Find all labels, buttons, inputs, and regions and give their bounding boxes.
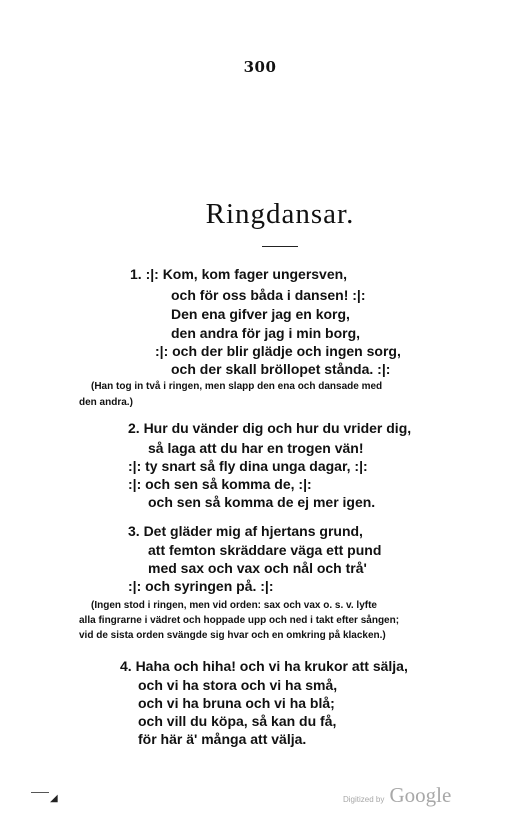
song-1-note-line-2: den andra.) xyxy=(79,397,133,408)
song-3-note-line-2: alla fingrarne i vädret och hoppade upp och ned i takt efter sången; xyxy=(79,615,400,626)
watermark-prefix: Digitized by xyxy=(343,795,385,804)
song-1-line-6: och der skall bröllopet stånda. :|: xyxy=(171,361,391,377)
song-1-line-1: 1. :|: Kom, kom fager ungersven, xyxy=(130,266,348,282)
digitized-by-watermark xyxy=(343,783,451,808)
song-2-line-2: så laga att du har en trogen vän! xyxy=(148,440,364,456)
song-4-line-5: för här ä' många att välja. xyxy=(138,731,307,747)
song-1-line-3: Den ena gifver jag en korg, xyxy=(171,306,350,322)
song-2-line-1: 2. Hur du vänder dig och hur du vrider dig, xyxy=(128,420,412,436)
song-3-note-line-1: (Ingen stod i ringen, men vid orden: sax och vax o. s. v. lyfte xyxy=(91,600,377,611)
song-2-line-3: :|: ty snart så fly dina unga dagar, :|: xyxy=(128,458,368,474)
footer-arrow-icon: ◢ xyxy=(50,793,58,804)
footer-rule xyxy=(31,792,49,793)
page-title: Ringdansar. xyxy=(205,198,355,230)
song-4-line-3: och vi ha bruna och vi ha blå; xyxy=(138,695,335,711)
song-1-line-4: den andra för jag i min borg, xyxy=(171,325,361,341)
song-1-line-2: och för oss båda i dansen! :|: xyxy=(171,287,366,303)
song-4-line-4: och vill du köpa, så kan du få, xyxy=(138,713,337,729)
song-1-line-5: :|: och der blir glädje och ingen sorg, xyxy=(155,343,401,359)
song-3-line-2: att femton skräddare väga ett pund xyxy=(148,542,382,558)
song-3-line-4: :|: och syringen på. :|: xyxy=(128,578,274,594)
song-3-line-3: med sax och vax och nål och trå' xyxy=(148,560,367,576)
song-4-line-2: och vi ha stora och vi ha små, xyxy=(138,677,338,693)
song-3-note-line-3: vid de sista orden svängde sig hvar och en omkring på klacken.) xyxy=(79,630,386,641)
watermark-brand: Google xyxy=(389,783,452,807)
song-2-line-5: och sen så komma de ej mer igen. xyxy=(148,494,376,510)
song-3-line-1: 3. Det gläder mig af hjertans grund, xyxy=(128,523,363,539)
title-divider xyxy=(262,246,298,247)
song-2-line-4: :|: och sen så komma de, :|: xyxy=(128,476,312,492)
song-1-note-line-1: (Han tog in två i ringen, men slapp den ena och dansade med xyxy=(91,381,383,392)
song-4-line-1: 4. Haha och hiha! och vi ha krukor att sälja, xyxy=(120,658,408,674)
page-number: 300 xyxy=(243,58,277,76)
